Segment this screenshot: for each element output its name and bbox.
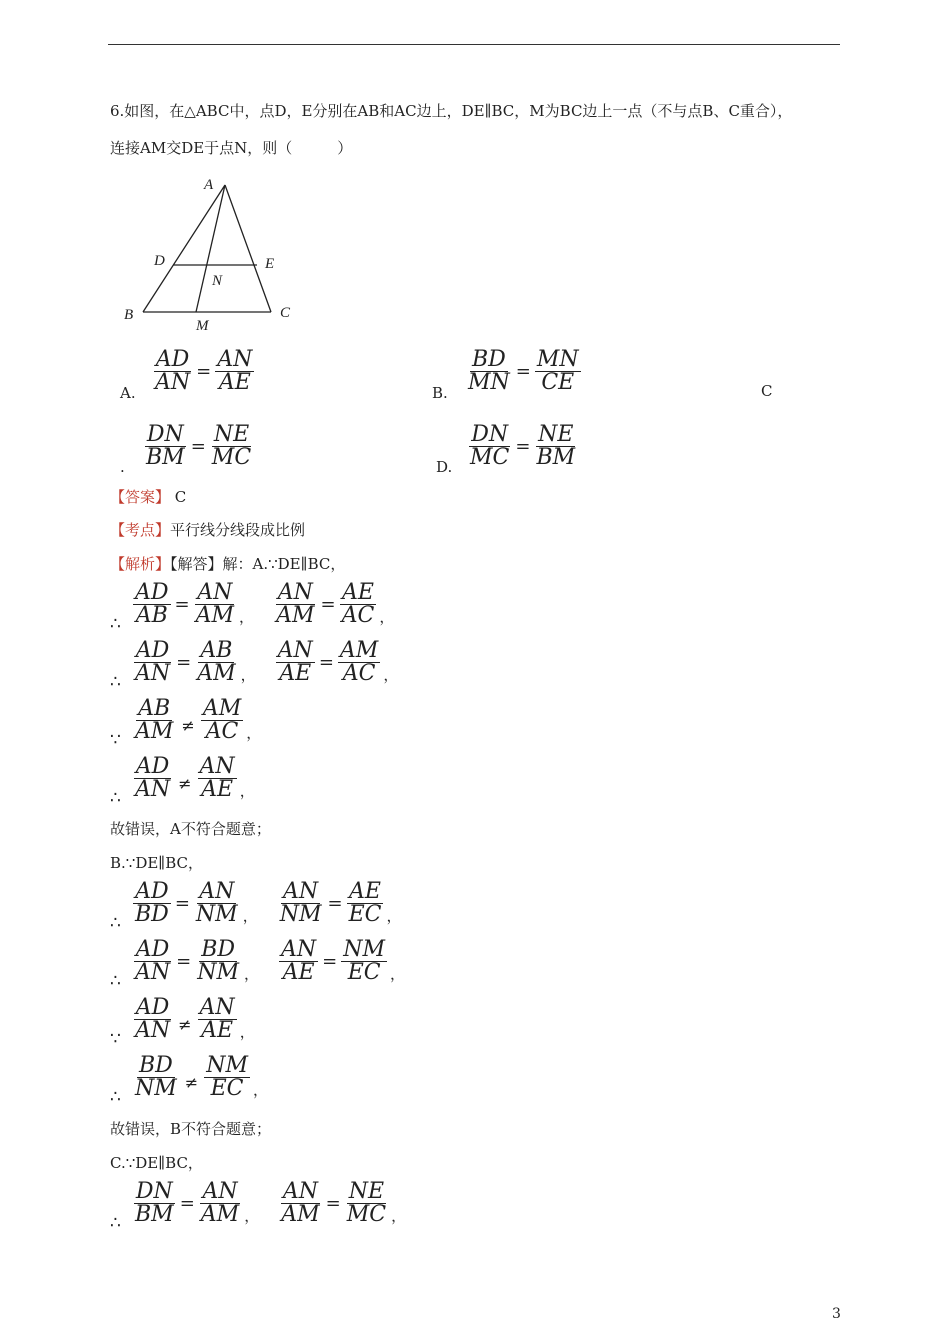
label-E: E	[265, 256, 275, 272]
question-line-2: 连接AM交DE于点N，则（ ）	[110, 139, 353, 157]
step-b2: $\frac{AD}{AN}$ = $\frac{BD}{NM}$ ， $\frac{AN}{AE}$ = $\frac{NM}{EC}$ ，	[135, 937, 406, 985]
label-N: N	[212, 273, 223, 289]
option-a-label: A.	[120, 384, 136, 402]
option-a-expr: $\frac{AD}{AN}$ = $\frac{AN}{AE}$	[155, 347, 253, 395]
therefore-symbol: ∴	[110, 672, 121, 692]
label-D: D	[154, 253, 165, 269]
option-c-expr: $\frac{DN}{BM}$ = $\frac{NE}{MC}$	[146, 422, 252, 470]
option-b-expr: $\frac{BD}{MN}$ = $\frac{MN}{CE}$	[468, 347, 579, 395]
option-b-label: B.	[432, 384, 448, 402]
answer-tag: 【答案】	[110, 488, 171, 506]
topic-value: 平行线分线段成比例	[170, 521, 306, 539]
because-symbol: ∵	[110, 1029, 121, 1049]
intro-b: B.∵DE∥BC，	[110, 854, 204, 872]
step-b4: BD NM ≠ NM EC ，	[135, 1053, 268, 1101]
triangle-figure	[118, 172, 308, 334]
question-line-1: 6.如图，在△ABC中，点D，E分别在AB和AC边上，DE∥BC，M为BC边上一点（不与点B、C重合），	[110, 102, 793, 120]
label-B: B	[124, 307, 134, 323]
option-c-label: C	[761, 382, 773, 400]
step-a1: $\frac{AD}{AB}$ = $\frac{AN}{AM}$ ， $\frac{AN}{AM}$ = $\frac{AE}{AC}$ ，	[135, 580, 395, 628]
analysis-tag: 【解析】	[110, 555, 171, 573]
because-symbol: ∵	[110, 730, 121, 750]
step-c1: $\frac{DN}{BM}$ = $\frac{AN}{AM}$ ， $\frac{AN}{AM}$ = $\frac{NE}{MC}$ ，	[135, 1179, 407, 1227]
label-C: C	[280, 305, 291, 321]
step-a4: AD AN ≠ AN AE ，	[135, 754, 255, 802]
option-d-label: D.	[436, 458, 453, 476]
therefore-symbol: ∴	[110, 788, 121, 808]
topic-tag: 【考点】	[110, 521, 171, 539]
step-a3: AB AM ≠ AM AC ，	[135, 696, 262, 744]
option-c-dot: .	[120, 458, 125, 476]
step-b1: $\frac{AD}{BD}$ = $\frac{AN}{NM}$ ， $\frac{AN}{NM}$ = $\frac{AE}{EC}$ ，	[135, 879, 402, 927]
therefore-symbol: ∴	[110, 913, 121, 933]
therefore-symbol: ∴	[110, 971, 121, 991]
therefore-symbol: ∴	[110, 1213, 121, 1233]
header-rule	[108, 44, 840, 45]
therefore-symbol: ∴	[110, 614, 121, 634]
topic-line	[110, 520, 305, 540]
step-a2: $\frac{AD}{AN}$ = $\frac{AB}{AM}$ ， $\frac{AN}{AE}$ = $\frac{AM}{AC}$ ，	[135, 638, 399, 686]
label-M: M	[196, 318, 209, 334]
label-A: A	[204, 177, 214, 193]
answer-line	[110, 487, 186, 507]
conclusion-a: 故错误，A不符合题意；	[110, 820, 271, 838]
therefore-symbol: ∴	[110, 1087, 121, 1107]
answer-value: C	[174, 488, 187, 506]
analysis-line	[110, 554, 345, 574]
analysis-sub: 【解答】解：A.∵DE∥BC，	[170, 555, 346, 573]
conclusion-b: 故错误，B不符合题意；	[110, 1120, 272, 1138]
page-number: 3	[832, 1306, 841, 1322]
intro-c: C.∵DE∥BC，	[110, 1154, 203, 1172]
option-d-expr: $\frac{DN}{MC}$ = $\frac{NE}{BM}$	[470, 422, 576, 470]
step-b3: AD AN ≠ AN AE ，	[135, 995, 255, 1043]
